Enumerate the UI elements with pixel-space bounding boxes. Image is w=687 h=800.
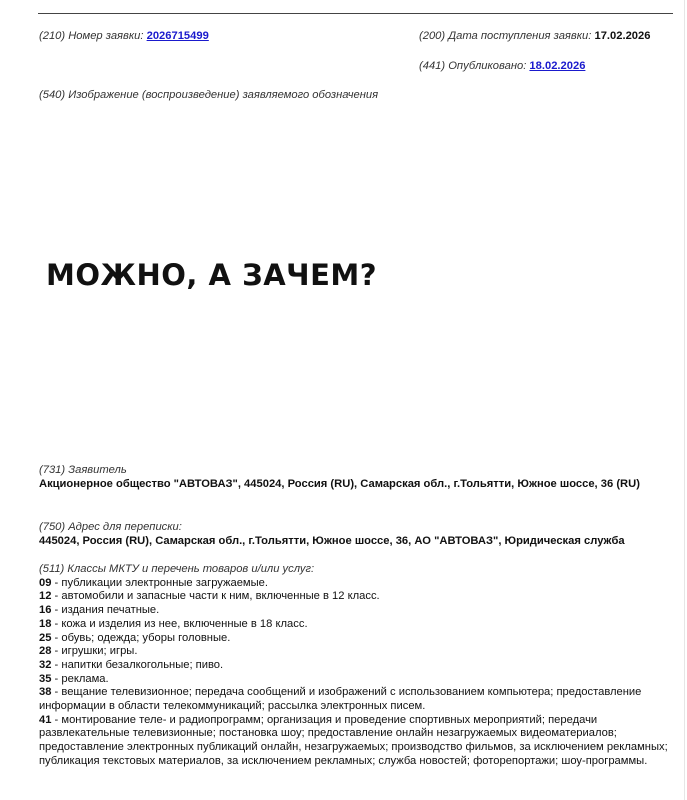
- class-item: [39, 645, 679, 659]
- class-goods: - игрушки; игры.: [51, 645, 138, 658]
- class-number: 25: [39, 631, 52, 644]
- applicant-text: Акционерное общество "АВТОВАЗ", 445024, Россия (RU), Самарская обл., г.Тольятти, Южное шоссе, 36 (RU): [39, 477, 640, 490]
- class-item: [39, 604, 679, 618]
- class-number: 09: [39, 576, 52, 589]
- class-number: 32: [39, 658, 52, 671]
- class-goods: - публикации электронные загружаемые.: [51, 576, 268, 589]
- class-number: 38: [39, 686, 52, 699]
- class-number: 18: [39, 617, 52, 630]
- application-number-label: (210) Номер заявки:: [39, 30, 144, 42]
- classes-list: [39, 577, 679, 769]
- receipt-date-value: 17.02.2026: [594, 30, 651, 42]
- class-item: [39, 659, 679, 673]
- trademark-text: МОЖНО, А ЗАЧЕМ?: [46, 258, 378, 292]
- class-goods: - обувь; одежда; уборы головные.: [51, 631, 231, 644]
- class-number: 41: [39, 713, 52, 726]
- published-field: [419, 59, 585, 73]
- image-section-label: (540) Изображение (воспроизведение) заявляемого обозначения: [39, 89, 379, 101]
- class-item: [39, 686, 679, 713]
- correspondence-section: [39, 521, 664, 548]
- class-goods: - кожа и изделия из нее, включенные в 18 класс.: [51, 617, 308, 630]
- class-item: [39, 618, 679, 632]
- correspondence-label: (750) Адрес для переписки:: [39, 521, 182, 533]
- class-goods: - автомобили и запасные части к ним, включенные в 12 класс.: [51, 590, 380, 603]
- class-number: 28: [39, 645, 52, 658]
- receipt-date-label: (200) Дата поступления заявки:: [419, 30, 592, 42]
- class-goods: - реклама.: [51, 672, 109, 685]
- classes-label: (511) Классы МКТУ и перечень товаров и/или услуг:: [39, 563, 315, 575]
- page-edge: [684, 0, 685, 800]
- application-number-link[interactable]: 2026715499: [146, 30, 209, 42]
- class-item: [39, 714, 679, 769]
- class-goods: - издания печатные.: [51, 604, 160, 617]
- class-item: [39, 577, 679, 591]
- class-number: 16: [39, 604, 52, 617]
- class-item: [39, 590, 679, 604]
- class-number: 35: [39, 672, 52, 685]
- class-goods: - монтирование теле- и радиопрограмм; организация и проведение спортивных мероприятий; передачи развлекательные телевизионные; постановка шоу; предоставление онлайн незагружаемых видеоматериалов; предоставление электронных публикаций онлайн, незагружаемых; производство фильмов, за исключением рекламных; публикация текстовых материалов, за исключением рекламных; служба новостей; фоторепортажи; шоу-программы.: [39, 713, 668, 767]
- published-label: (441) Опубликовано:: [419, 60, 527, 72]
- class-goods: - вещание телевизионное; передача сообщений и изображений с использованием компьютера; предоставление информации в области телекоммуникаций; рассылка электронных писем.: [39, 686, 642, 713]
- published-date-link[interactable]: 18.02.2026: [529, 60, 586, 72]
- classes-section: [39, 563, 679, 769]
- receipt-date-field: [419, 29, 650, 43]
- class-item: [39, 673, 679, 687]
- applicant-section: [39, 464, 664, 491]
- class-number: 12: [39, 590, 52, 603]
- application-number-field: [39, 29, 209, 43]
- applicant-label: (731) Заявитель: [39, 464, 127, 476]
- image-section-label-row: [39, 88, 378, 102]
- top-divider: [38, 13, 673, 14]
- correspondence-text: 445024, Россия (RU), Самарская обл., г.Тольятти, Южное шоссе, 36, АО "АВТОВАЗ", Юридическая служба: [39, 534, 625, 547]
- class-goods: - напитки безалкогольные; пиво.: [51, 658, 224, 671]
- class-item: [39, 632, 679, 646]
